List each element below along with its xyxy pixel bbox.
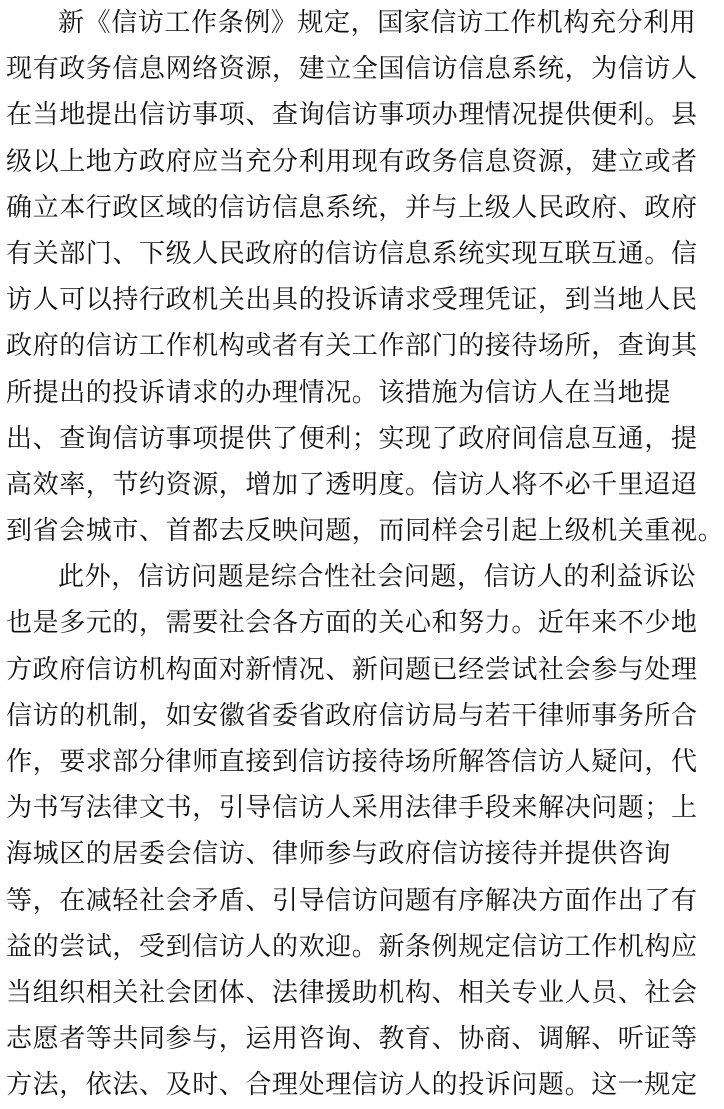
text-line: 志愿者等共同参与，运用咨询、教育、协商、调解、听证等: [6, 1024, 698, 1055]
document-page: [6, 0, 724, 1109]
text-line: 作，要求部分律师直接到信访接待场所解答信访人疑问，代: [6, 747, 698, 777]
text-line: 出、查询信访事项提供了便利；实现了政府间信息互通，提: [6, 423, 698, 454]
text-line: 政府的信访工作机构或者有关工作部门的接待场所，查询其: [6, 331, 698, 362]
text-line: 有关部门、下级人民政府的信访信息系统实现互联互通。信: [6, 238, 698, 269]
paragraph-1: [6, 0, 724, 554]
text-line: 方政府信访机构面对新情况、新问题已经尝试社会参与处理: [6, 654, 698, 685]
text-line: 现有政务信息网络资源，建立全国信访信息系统，为信访人: [6, 54, 698, 85]
text-line: 等，在减轻社会矛盾、引导信访问题有序解决方面作出了有: [6, 885, 698, 916]
text-line: 海城区的居委会信访、律师参与政府信访接待并提供咨询: [6, 839, 672, 870]
text-line: 为书写法律文书，引导信访人采用法律手段来解决问题；上: [6, 793, 698, 824]
text-line: 当组织相关社会团体、法律援助机构、相关专业人员、社会: [6, 977, 698, 1008]
text-line: 益的尝试，受到信访人的欢迎。新条例规定信访工作机构应: [6, 931, 698, 962]
text-line: 高效率，节约资源，增加了透明度。信访人将不必千里迢迢: [6, 469, 698, 500]
text-line: 访人可以持行政机关出具的投诉请求受理凭证，到当地人民: [6, 285, 698, 316]
text-line: 此外，信访问题是综合性社会问题，信访人的利益诉讼: [58, 562, 697, 593]
paragraph-2: [6, 554, 698, 1108]
text-line: 新《信访工作条例》规定，国家信访工作机构充分利用: [58, 8, 697, 38]
text-line: 级以上地方政府应当充分利用现有政务信息资源，建立或者: [6, 146, 698, 177]
text-line: 到省会城市、首都去反映问题，而同样会引起上级机关重视。: [6, 516, 724, 547]
text-line: 也是多元的，需要社会各方面的关心和努力。近年来不少地: [6, 608, 698, 639]
text-line: 所提出的投诉请求的办理情况。该措施为信访人在当地提: [6, 377, 672, 408]
text-line: 确立本行政区域的信访信息系统，并与上级人民政府、政府: [6, 192, 698, 223]
text-line: 方法，依法、及时、合理处理信访人的投诉问题。这一规定: [6, 1070, 698, 1101]
text-line: 信访的机制，如安徽省委省政府信访局与若干律师事务所合: [6, 700, 698, 731]
text-line: 在当地提出信访事项、查询信访事项办理情况提供便利。县: [6, 100, 698, 131]
